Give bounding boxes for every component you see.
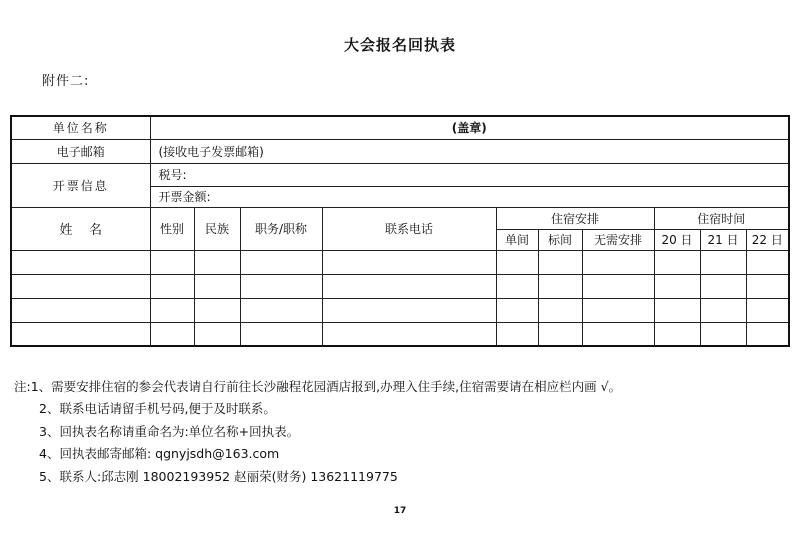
gender-cell[interactable] bbox=[150, 250, 194, 274]
table-row bbox=[11, 322, 789, 346]
header-day-20: 20 日 bbox=[654, 229, 700, 250]
note-3: 3、回执表名称请重命名为:单位名称+回执表。 bbox=[39, 423, 300, 439]
day-20-cell[interactable] bbox=[654, 298, 700, 322]
phone-cell[interactable] bbox=[322, 322, 496, 346]
unit-name-field[interactable]: (盖章) bbox=[150, 116, 789, 139]
day-22-cell[interactable] bbox=[746, 298, 789, 322]
gender-cell[interactable] bbox=[150, 298, 194, 322]
position-cell[interactable] bbox=[240, 250, 322, 274]
no-accommodation-cell[interactable] bbox=[582, 250, 654, 274]
name-cell[interactable] bbox=[11, 250, 150, 274]
table-row bbox=[11, 250, 789, 274]
phone-cell[interactable] bbox=[322, 298, 496, 322]
name-cell[interactable] bbox=[11, 322, 150, 346]
ethnicity-cell[interactable] bbox=[194, 322, 240, 346]
standard-room-cell[interactable] bbox=[538, 250, 582, 274]
standard-room-cell[interactable] bbox=[538, 322, 582, 346]
no-accommodation-cell[interactable] bbox=[582, 298, 654, 322]
standard-room-cell[interactable] bbox=[538, 274, 582, 298]
note-4: 4、回执表邮寄邮箱: qgnyjsdh@163.com bbox=[39, 446, 280, 462]
note-1: 注:1、需要安排住宿的参会代表请自行前往长沙融程花园酒店报到,办理入住手续,住宿需要请在相应栏内画 √。 bbox=[14, 379, 622, 394]
day-20-cell[interactable] bbox=[654, 274, 700, 298]
phone-cell[interactable] bbox=[322, 250, 496, 274]
table-row bbox=[11, 274, 789, 298]
name-cell[interactable] bbox=[11, 274, 150, 298]
header-day-21: 21 日 bbox=[700, 229, 746, 250]
standard-room-cell[interactable] bbox=[538, 298, 582, 322]
header-day-22: 22 日 bbox=[746, 229, 789, 250]
day-20-cell[interactable] bbox=[654, 322, 700, 346]
no-accommodation-cell[interactable] bbox=[582, 274, 654, 298]
note-2: 2、联系电话请留手机号码,便于及时联系。 bbox=[39, 401, 276, 417]
position-cell[interactable] bbox=[240, 322, 322, 346]
name-cell[interactable] bbox=[11, 298, 150, 322]
phone-cell[interactable] bbox=[322, 274, 496, 298]
ethnicity-cell[interactable] bbox=[194, 274, 240, 298]
single-room-cell[interactable] bbox=[496, 274, 538, 298]
gender-cell[interactable] bbox=[150, 322, 194, 346]
header-ethnicity: 民族 bbox=[194, 207, 240, 250]
document-title: 大会报名回执表 bbox=[343, 36, 456, 54]
invoice-label: 开票信息 bbox=[11, 163, 150, 207]
day-21-cell[interactable] bbox=[700, 274, 746, 298]
registration-form-table bbox=[10, 115, 790, 347]
email-label: 电子邮箱 bbox=[11, 139, 150, 163]
header-accommodation: 住宿安排 bbox=[496, 207, 654, 229]
table-row bbox=[11, 298, 789, 322]
notes-section bbox=[14, 376, 621, 488]
single-room-cell[interactable] bbox=[496, 322, 538, 346]
tax-number-field[interactable]: 税号: bbox=[150, 163, 789, 186]
attachment-label: 附件二: bbox=[42, 74, 90, 89]
day-21-cell[interactable] bbox=[700, 250, 746, 274]
day-22-cell[interactable] bbox=[746, 274, 789, 298]
header-single-room: 单间 bbox=[496, 229, 538, 250]
header-gender: 性别 bbox=[150, 207, 194, 250]
ethnicity-cell[interactable] bbox=[194, 250, 240, 274]
day-21-cell[interactable] bbox=[700, 322, 746, 346]
position-cell[interactable] bbox=[240, 298, 322, 322]
header-position: 职务/职称 bbox=[240, 207, 322, 250]
unit-name-label: 单位名称 bbox=[11, 116, 150, 139]
ethnicity-cell[interactable] bbox=[194, 298, 240, 322]
gender-cell[interactable] bbox=[150, 274, 194, 298]
day-22-cell[interactable] bbox=[746, 322, 789, 346]
header-name: 姓 名 bbox=[11, 207, 150, 250]
header-stay-time: 住宿时间 bbox=[654, 207, 789, 229]
day-20-cell[interactable] bbox=[654, 250, 700, 274]
header-no-accommodation: 无需安排 bbox=[582, 229, 654, 250]
single-room-cell[interactable] bbox=[496, 298, 538, 322]
day-22-cell[interactable] bbox=[746, 250, 789, 274]
invoice-amount-field[interactable]: 开票金额: bbox=[150, 186, 789, 207]
day-21-cell[interactable] bbox=[700, 298, 746, 322]
page-number: 17 bbox=[393, 506, 407, 516]
note-5: 5、联系人:邱志刚 18002193952 赵丽荣(财务) 13621119775 bbox=[39, 468, 398, 484]
email-field[interactable]: (接收电子发票邮箱) bbox=[150, 139, 789, 163]
header-standard-room: 标间 bbox=[538, 229, 582, 250]
position-cell[interactable] bbox=[240, 274, 322, 298]
single-room-cell[interactable] bbox=[496, 250, 538, 274]
no-accommodation-cell[interactable] bbox=[582, 322, 654, 346]
header-phone: 联系电话 bbox=[322, 207, 496, 250]
